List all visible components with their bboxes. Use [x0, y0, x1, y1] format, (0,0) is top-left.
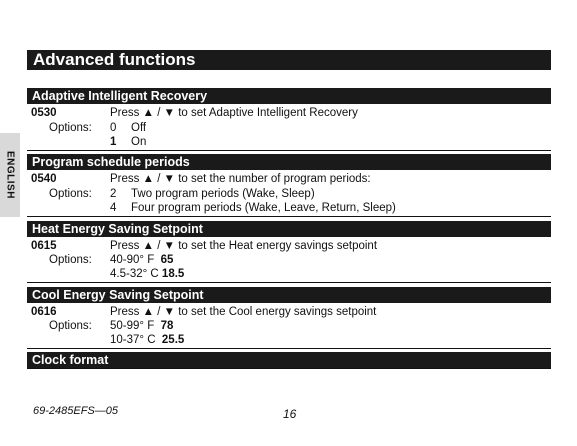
page-title: Advanced functions [27, 50, 551, 70]
instruction-line: Press ▲ / ▼ to set the Heat energy savings setpoint [110, 240, 378, 252]
section-divider [27, 368, 551, 369]
default-value: 65 [160, 254, 174, 266]
language-tab [0, 133, 20, 217]
option-range: 4.5-32° C 18.5 [110, 268, 185, 280]
instruction-line: Press ▲ / ▼ to set the Cool energy savings setpoint [110, 306, 377, 318]
function-code: 0540 [31, 173, 57, 185]
up-arrow-icon: ▲ [142, 306, 154, 318]
down-arrow-icon: ▼ [163, 306, 175, 318]
down-arrow-icon: ▼ [163, 107, 175, 119]
option-range: 40-90° F 65 [110, 254, 174, 266]
instruction-line: Press ▲ / ▼ to set the number of program periods: [110, 173, 371, 185]
option-label: On [131, 136, 147, 148]
instruction-line: Press ▲ / ▼ to set Adaptive Intelligent Recovery [110, 107, 358, 119]
up-arrow-icon: ▲ [142, 173, 154, 185]
function-code: 0615 [31, 240, 57, 252]
options-label: Options: [49, 320, 92, 332]
options-label: Options: [49, 122, 92, 134]
option-range: 10-37° C 25.5 [110, 334, 185, 346]
section-heading-heat-setpoint: Heat Energy Saving Setpoint [27, 221, 551, 237]
option-label: Off [131, 122, 147, 134]
default-value: 18.5 [161, 268, 185, 280]
default-value: 25.5 [161, 334, 185, 346]
page-number: 16 [283, 407, 297, 421]
option-key: 0 [110, 122, 117, 134]
options-label: Options: [49, 188, 92, 200]
down-arrow-icon: ▼ [163, 240, 175, 252]
section-divider [27, 150, 551, 151]
language-tab-label: ENGLISH [4, 151, 16, 199]
up-arrow-icon: ▲ [142, 107, 154, 119]
section-heading-program-periods: Program schedule periods [27, 154, 551, 170]
option-range: 50-99° F 78 [110, 320, 174, 332]
option-key-default: 1 [110, 136, 117, 148]
document-code: 69-2485EFS—05 [33, 405, 118, 417]
section-divider [27, 216, 551, 217]
section-heading-adaptive-recovery: Adaptive Intelligent Recovery [27, 88, 551, 104]
section-heading-clock-format: Clock format [27, 352, 551, 368]
section-heading-cool-setpoint: Cool Energy Saving Setpoint [27, 287, 551, 303]
option-label: Four program periods (Wake, Leave, Return, Sleep) [131, 202, 396, 214]
section-divider [27, 282, 551, 283]
function-code: 0616 [31, 306, 57, 318]
section-divider [27, 348, 551, 349]
option-key: 2 [110, 188, 117, 200]
up-arrow-icon: ▲ [142, 240, 154, 252]
default-value: 78 [160, 320, 174, 332]
option-key: 4 [110, 202, 117, 214]
function-code: 0530 [31, 107, 57, 119]
option-label: Two program periods (Wake, Sleep) [131, 188, 315, 200]
down-arrow-icon: ▼ [163, 173, 175, 185]
options-label: Options: [49, 254, 92, 266]
